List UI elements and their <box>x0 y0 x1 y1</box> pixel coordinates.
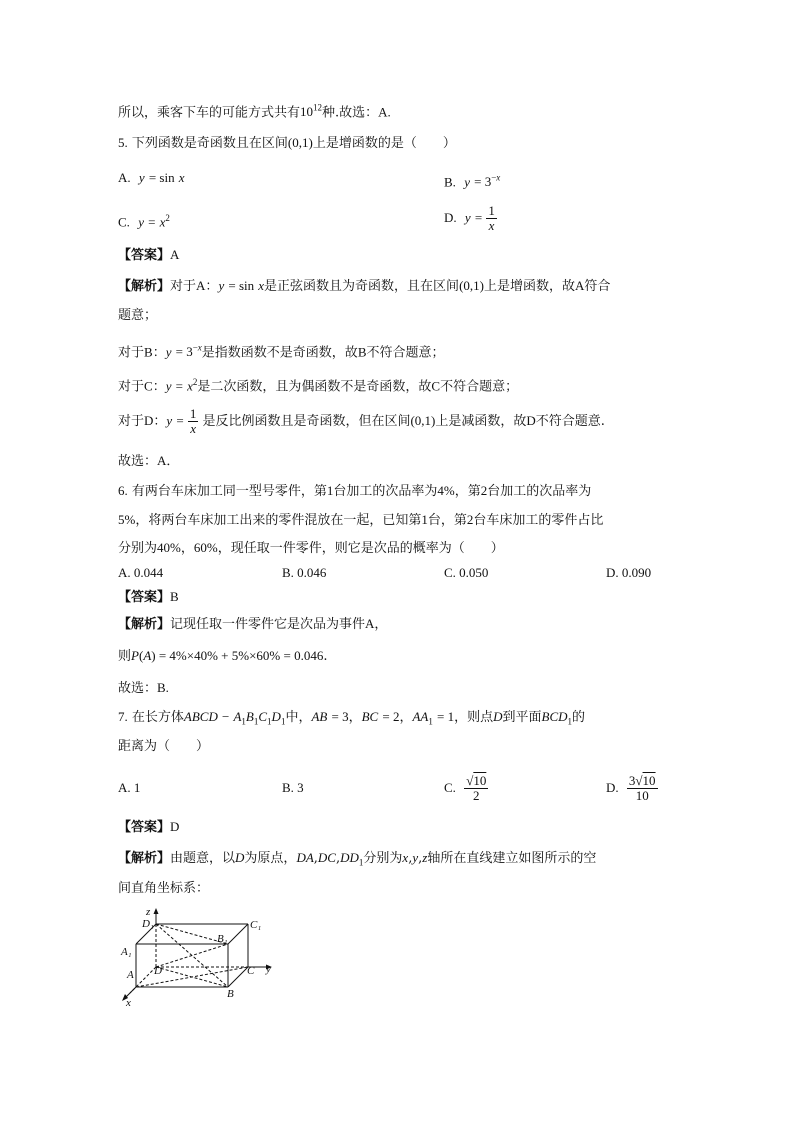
question-7-line-2: 距离为（ ） <box>118 739 210 754</box>
q5-solution-1: 【解析】对于A：y = sin x是正弦函数且为奇函数，且在区间(0,1)上是增函数，故A符合 <box>118 278 611 294</box>
label-d1: D₁ <box>142 918 154 930</box>
question-6-line-1: 6. 有两台车床加工同一型号零件，第1台加工的次品率为4%，第2台加工的次品率为 <box>118 483 592 499</box>
q5-select: 故选：A． <box>118 453 180 469</box>
label-z: z <box>146 906 151 918</box>
question-7-line-1: 7. 在长方体ABCD − $A_1B_1C_1D_1$中，AB = 3，BC = 2，$AA_1 = 1$，则点D到平面$BCD_1$的 <box>118 709 586 727</box>
label-b1: B₁ <box>217 933 228 945</box>
q6-solution-2: 则P(A) = 4%×40% + 5%×60% = 0.046. <box>118 648 328 664</box>
q5-option-d: D. y = $\frac{1}{x}$ <box>444 203 495 233</box>
label-y: y <box>266 963 271 975</box>
label-d: D <box>154 965 162 977</box>
q7-answer: 【答案】D <box>118 819 180 835</box>
q7-solution-1: 【解析】由题意，以D为原点，$DA,DC,DD_1$分别为x,y,z轴所在直线建立如图所示的空 <box>118 850 597 868</box>
q7-option-d: D. $\frac{3√10}{10}$ <box>606 773 656 803</box>
diag-d-b1 <box>156 944 228 967</box>
q6-answer: 【答案】B <box>118 589 179 605</box>
q7-solution-2: 间直角坐标系： <box>118 881 210 896</box>
line-l1: 所以，乘客下车的可能方式共有$10^{12}$种.故选：A. <box>118 103 391 121</box>
label-c1: C₁ <box>250 919 262 931</box>
q6-option-d: D. 0.090 <box>606 565 652 580</box>
q5-solution-2: 对于B：$y = 3^{-x}$是指数函数不是奇函数，故B不符合题意； <box>118 343 445 361</box>
q6-solution-1: 【解析】记现任取一件零件它是次品为事件A， <box>118 616 388 632</box>
q6-select: 故选：B. <box>118 680 169 696</box>
q5-solution-3: 对于C：$y = x^2$是二次函数，且为偶函数不是奇函数，故C不符合题意； <box>118 377 519 395</box>
q5-option-c: C. $y = x^2$ <box>118 213 170 230</box>
q7-option-a: A. 1 <box>118 780 141 795</box>
q5-answer: 【答案】A <box>118 247 180 263</box>
q6-option-c: C. 0.050 <box>444 565 489 580</box>
q5-solution-4: 对于D：y = $\frac{1}{x}$ 是反比例函数且是奇函数，但在区间(0,1)上是减函数，故D不符合题意. <box>118 406 605 436</box>
cuboid-figure <box>116 902 286 1007</box>
q7-option-b: B. 3 <box>282 780 304 795</box>
q5-option-a: A. y = sin x <box>118 170 185 185</box>
q6-option-b: B. 0.046 <box>282 565 327 580</box>
question-6-line-2: 5%，将两台车床加工出来的零件混放在一起，已知第1台，第2台车床加工的零件占比 <box>118 512 604 528</box>
label-c: C <box>247 965 255 977</box>
label-b: B <box>227 988 234 1000</box>
label-a: A <box>127 969 134 981</box>
q5-solution-1b: 题意； <box>118 308 158 323</box>
q6-option-a: A. 0.044 <box>118 565 164 580</box>
q5-option-b: B. $y = 3^{-x}$ <box>444 173 501 190</box>
label-x: x <box>126 997 131 1007</box>
q7-option-c: C. $\frac{√10}{2}$ <box>444 773 487 803</box>
question-6-line-3: 分别为40%，60%，现任取一件零件，则它是次品的概率为（ ） <box>118 540 504 556</box>
question-5-stem: 5. 下列函数是奇函数且在区间(0,1)上是增函数的是（ ） <box>118 135 456 151</box>
label-a1: A₁ <box>121 946 132 958</box>
